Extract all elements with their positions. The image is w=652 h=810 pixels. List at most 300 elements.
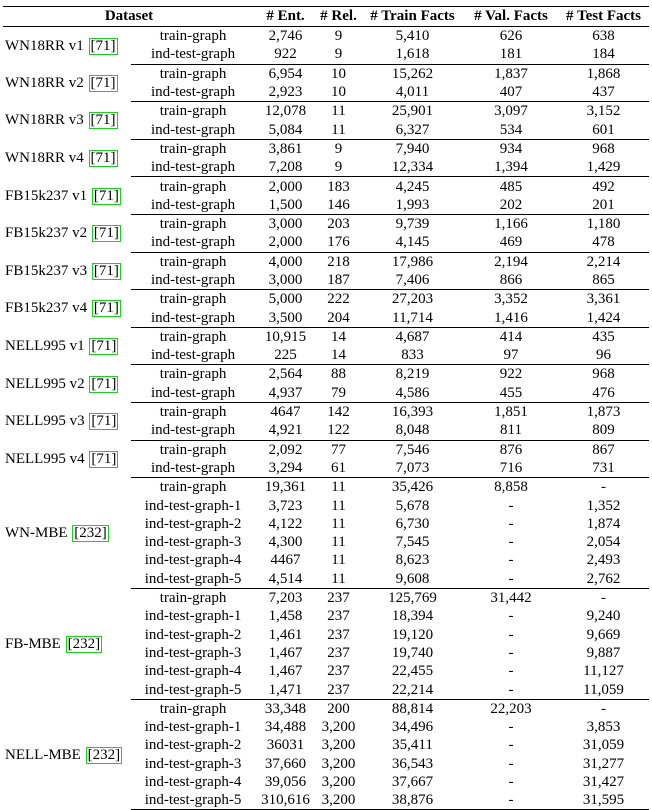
cell-entities: 3,294	[255, 459, 316, 478]
cell-test-facts: 201	[558, 196, 649, 215]
citation-link[interactable]	[89, 338, 118, 355]
citation-bracket-close: ]	[115, 746, 121, 763]
cell-val-facts: 31,442	[490, 590, 532, 607]
cell-val-facts: 407	[464, 83, 558, 102]
citation-number: 232	[79, 525, 102, 542]
cell-test-facts: 9,240	[586, 608, 621, 625]
cell-val-facts: 1,416	[464, 308, 558, 327]
cell-relations: 204	[316, 308, 361, 327]
citation-link[interactable]	[86, 747, 123, 764]
cell-val-facts: -	[508, 515, 514, 532]
cell-test-facts: -	[601, 590, 607, 607]
cell-entities: 7,203	[268, 590, 303, 607]
cell-val-facts: 1,837	[494, 65, 528, 82]
citation-number: 71	[95, 150, 111, 167]
cell-relations: 146	[316, 196, 361, 215]
cell-relations: 11	[331, 534, 346, 551]
cell-split: train-graph	[159, 65, 227, 82]
cell-val-facts: -	[508, 719, 514, 736]
cell-val-facts: 1,851	[494, 404, 528, 421]
cell-train-facts: 8,048	[361, 421, 464, 440]
cell-split: ind-test-graph-4	[144, 774, 242, 791]
cell-val-facts: -	[508, 644, 514, 661]
cell-relations: 237	[327, 644, 350, 661]
cell-entities: 1,471	[255, 680, 316, 699]
citation-bracket-open: [	[91, 338, 97, 355]
cell-entities: 225	[255, 346, 316, 365]
cell-val-facts: 866	[464, 271, 558, 290]
cell-split: ind-test-graph-2	[144, 737, 242, 754]
cell-entities: 1,458	[268, 608, 303, 625]
dataset-name: NELL995 v2	[5, 375, 85, 392]
cell-train-facts: 22,214	[361, 680, 464, 699]
citation-bracket-close: ]	[113, 300, 119, 317]
citation-bracket-open: [	[93, 300, 99, 317]
cell-train-facts: 9,608	[361, 570, 464, 589]
cell-train-facts: 17,986	[391, 253, 434, 270]
cell-train-facts: 8,219	[395, 366, 430, 383]
cell-train-facts: 4,245	[395, 178, 430, 195]
cell-entities: 3,000	[255, 271, 316, 290]
citation-number: 71	[96, 450, 112, 467]
citation-bracket-close: ]	[111, 338, 117, 355]
cell-train-facts: 833	[361, 346, 464, 365]
citation-bracket-close: ]	[101, 525, 107, 542]
cell-test-facts: 492	[592, 178, 615, 195]
table-row	[3, 440, 649, 459]
citation-bracket-open: [	[90, 37, 96, 54]
cell-entities: 33,348	[264, 700, 307, 717]
cell-train-facts: 8,623	[395, 552, 430, 569]
cell-train-facts: 18,394	[391, 608, 434, 625]
cell-entities: 4,514	[255, 570, 316, 589]
dataset-name: NELL-MBE	[5, 746, 81, 763]
dataset-name: FB15k237 v1	[5, 187, 88, 204]
cell-test-facts: 31,059	[582, 737, 625, 754]
cell-split: ind-test-graph	[131, 421, 255, 440]
cell-test-facts: 638	[592, 28, 615, 45]
cell-train-facts: 35,411	[392, 737, 433, 754]
header-val-facts: # Val. Facts	[464, 7, 558, 27]
cell-train-facts: 35,426	[391, 479, 434, 496]
cell-relations: 122	[316, 421, 361, 440]
cell-split: ind-test-graph-5	[131, 680, 255, 699]
cell-val-facts: -	[508, 755, 514, 772]
table-row	[3, 699, 649, 718]
cell-val-facts: 716	[464, 459, 558, 478]
cell-train-facts: 7,940	[395, 140, 430, 157]
cell-val-facts: 485	[499, 178, 523, 195]
cell-val-facts: 1,166	[494, 216, 528, 233]
table-row	[3, 214, 649, 233]
dataset-name: FB-MBE	[5, 635, 61, 652]
cell-val-facts: 414	[499, 328, 523, 345]
citation-bracket-open: [	[90, 150, 96, 167]
cell-split: ind-test-graph-4	[144, 663, 242, 680]
cell-relations: 200	[327, 700, 350, 717]
cell-entities: 2,000	[268, 178, 303, 195]
cell-entities: 12,078	[264, 103, 307, 120]
cell-split: train-graph	[159, 366, 227, 383]
cell-train-facts: 4,145	[361, 233, 464, 252]
cell-relations: 61	[316, 459, 361, 478]
cell-val-facts: -	[508, 534, 514, 551]
dataset-name: FB15k237 v2	[5, 225, 88, 242]
cell-entities: 1,467	[268, 663, 303, 680]
cell-relations: 218	[327, 253, 350, 270]
cell-split: ind-test-graph	[131, 459, 255, 478]
citation-number: 71	[95, 74, 111, 91]
dataset-name-cell	[3, 64, 131, 102]
cell-split: ind-test-graph	[131, 384, 255, 403]
cell-entities: 4,000	[268, 253, 303, 270]
cell-val-facts: 934	[499, 140, 523, 157]
cell-train-facts: 7,406	[361, 271, 464, 290]
cell-val-facts: 1,394	[464, 158, 558, 177]
cell-split: ind-test-graph-4	[144, 552, 242, 569]
cell-relations: 237	[327, 608, 350, 625]
table-row	[3, 252, 649, 271]
cell-val-facts: -	[508, 626, 514, 643]
header-train-facts: # Train Facts	[361, 7, 464, 27]
cell-entities: 6,954	[268, 65, 303, 82]
cell-train-facts: 25,901	[391, 103, 434, 120]
cell-val-facts: 22,203	[490, 700, 532, 717]
table-body	[3, 27, 649, 810]
dataset-name: WN-MBE	[5, 525, 68, 542]
cell-entities: 3,861	[268, 140, 303, 157]
cell-entities: 3,000	[268, 216, 303, 233]
cell-relations: 10	[331, 65, 347, 82]
cell-split: train-graph	[159, 291, 227, 308]
cell-test-facts: 3,152	[586, 103, 621, 120]
cell-entities: 4647	[270, 404, 301, 421]
cell-relations: 14	[316, 346, 361, 365]
cell-split: train-graph	[159, 103, 227, 120]
cell-test-facts: 11,127	[583, 663, 624, 680]
cell-train-facts: 4,687	[395, 328, 430, 345]
cell-split: ind-test-graph-2	[144, 515, 242, 532]
cell-test-facts: 1,429	[558, 158, 649, 177]
header-test-facts: # Test Facts	[558, 7, 649, 27]
citation-link[interactable]	[89, 75, 118, 92]
cell-test-facts: 1,352	[586, 497, 621, 514]
cell-val-facts: -	[508, 663, 514, 680]
cell-train-facts: 4,011	[361, 83, 464, 102]
dataset-name-cell	[3, 402, 131, 440]
citation-bracket-close: ]	[113, 187, 119, 204]
dataset-name: WN18RR v4	[5, 150, 84, 167]
dataset-statistics-table	[3, 6, 649, 810]
citation-bracket-open: [	[93, 225, 99, 242]
cell-val-facts: 455	[464, 384, 558, 403]
cell-entities: 5,084	[255, 120, 316, 139]
cell-relations: 10	[316, 83, 361, 102]
cell-split: train-graph	[159, 404, 227, 421]
citation-link[interactable]	[92, 188, 121, 205]
cell-entities: 5,000	[268, 291, 303, 308]
cell-test-facts: 11,059	[558, 680, 649, 699]
table-row	[3, 478, 649, 497]
citation-link[interactable]	[89, 112, 118, 129]
citation-bracket-open: [	[93, 262, 99, 279]
cell-relations: 3,200	[321, 719, 356, 736]
cell-split: ind-test-graph	[131, 308, 255, 327]
cell-test-facts: 1,424	[558, 308, 649, 327]
cell-test-facts: 96	[558, 346, 649, 365]
cell-train-facts: 88,814	[391, 700, 434, 717]
cell-test-facts: 9,669	[586, 626, 621, 643]
citation-bracket-open: [	[90, 112, 96, 129]
dataset-name: NELL995 v1	[5, 338, 85, 355]
citation-bracket-close: ]	[111, 450, 117, 467]
citation-bracket-close: ]	[110, 112, 116, 129]
cell-val-facts: 2,194	[494, 253, 528, 270]
cell-entities: 1,500	[255, 196, 316, 215]
cell-split: train-graph	[159, 590, 227, 607]
cell-entities: 2,564	[268, 366, 303, 383]
citation-number: 71	[96, 413, 112, 430]
dataset-name-cell	[3, 177, 131, 215]
cell-relations: 11	[316, 570, 361, 589]
cell-test-facts: 31,277	[582, 755, 625, 772]
cell-split: ind-test-graph-2	[144, 626, 242, 643]
cell-val-facts: 97	[464, 346, 558, 365]
citation-link[interactable]	[72, 525, 109, 542]
dataset-name-cell	[3, 699, 131, 810]
cell-entities: 4467	[270, 552, 301, 569]
cell-train-facts: 11,714	[361, 308, 464, 327]
citation-number: 71	[98, 300, 114, 317]
citation-link[interactable]	[92, 225, 121, 242]
cell-test-facts: -	[601, 479, 607, 496]
cell-train-facts: 6,327	[361, 120, 464, 139]
cell-relations: 9	[334, 28, 343, 45]
cell-train-facts: 1,993	[361, 196, 464, 215]
dataset-name-cell	[3, 365, 131, 403]
table-row	[3, 327, 649, 346]
cell-relations: 77	[331, 441, 347, 458]
dataset-name-cell	[3, 440, 131, 478]
cell-val-facts: 469	[464, 233, 558, 252]
cell-val-facts: -	[508, 497, 514, 514]
table-row	[3, 64, 649, 83]
cell-train-facts: 7,545	[395, 534, 430, 551]
table-row	[3, 365, 649, 384]
cell-train-facts: 27,203	[391, 291, 434, 308]
cell-val-facts: -	[508, 737, 514, 754]
cell-train-facts: 4,586	[361, 384, 464, 403]
cell-test-facts: 437	[558, 83, 649, 102]
cell-relations: 237	[327, 663, 350, 680]
cell-relations: 11	[331, 479, 346, 496]
citation-bracket-close: ]	[110, 74, 116, 91]
dataset-name-cell	[3, 588, 131, 699]
cell-entities: 4,937	[255, 384, 316, 403]
cell-test-facts: -	[601, 700, 607, 717]
cell-train-facts: 19,120	[391, 626, 434, 643]
cell-test-facts: 2,054	[586, 534, 621, 551]
cell-train-facts: 22,455	[391, 663, 434, 680]
cell-split: train-graph	[159, 479, 227, 496]
citation-link[interactable]	[89, 451, 118, 468]
table-row	[3, 177, 649, 196]
citation-number: 71	[96, 375, 112, 392]
table-row	[3, 139, 649, 158]
citation-bracket-open: [	[90, 74, 96, 91]
cell-test-facts: 2,493	[586, 552, 621, 569]
cell-train-facts: 6,730	[395, 515, 430, 532]
header-dataset: Dataset	[3, 7, 255, 27]
cell-split: ind-test-graph-5	[131, 791, 255, 810]
citation-link[interactable]	[92, 263, 121, 280]
cell-relations: 79	[316, 384, 361, 403]
dataset-name-cell	[3, 478, 131, 589]
citation-bracket-close: ]	[110, 37, 116, 54]
cell-val-facts: 3,352	[494, 291, 528, 308]
citation-number: 232	[92, 746, 116, 763]
cell-val-facts: -	[508, 552, 514, 569]
citation-bracket-close: ]	[111, 375, 117, 392]
cell-train-facts: 5,410	[395, 28, 430, 45]
cell-test-facts: 31,427	[582, 774, 625, 791]
dataset-name: WN18RR v2	[5, 74, 84, 91]
citation-number: 71	[98, 187, 114, 204]
dataset-name-cell	[3, 252, 131, 290]
cell-split: ind-test-graph	[131, 83, 255, 102]
citation-link[interactable]	[89, 38, 118, 55]
cell-split: ind-test-graph-1	[144, 719, 242, 736]
cell-test-facts: 601	[558, 120, 649, 139]
cell-val-facts: 922	[499, 366, 523, 383]
citation-link[interactable]	[89, 413, 118, 430]
cell-train-facts: 125,769	[388, 590, 437, 607]
cell-train-facts: 9,739	[395, 216, 430, 233]
cell-test-facts: 968	[592, 366, 615, 383]
table-row	[3, 27, 649, 46]
cell-relations: 9	[316, 45, 361, 64]
dataset-name: FB15k237 v4	[5, 300, 88, 317]
cell-relations: 203	[327, 216, 350, 233]
cell-test-facts: 968	[592, 140, 615, 157]
cell-test-facts: 2,762	[558, 570, 649, 589]
header-entities: # Ent.	[255, 7, 316, 27]
cell-val-facts: 876	[499, 441, 523, 458]
cell-test-facts: 2,214	[586, 253, 621, 270]
cell-split: train-graph	[159, 216, 227, 233]
citation-number: 71	[98, 225, 114, 242]
cell-relations: 3,200	[321, 774, 356, 791]
citation-bracket-close: ]	[110, 150, 116, 167]
cell-relations: 9	[334, 140, 343, 157]
cell-entities: 4,300	[268, 534, 303, 551]
cell-split: train-graph	[159, 441, 227, 458]
cell-split: ind-test-graph	[131, 45, 255, 64]
cell-relations: 176	[316, 233, 361, 252]
citation-link[interactable]	[89, 376, 118, 393]
cell-relations: 9	[316, 158, 361, 177]
citation-link[interactable]	[92, 300, 121, 317]
cell-test-facts: 1,873	[586, 404, 621, 421]
cell-relations: 88	[331, 366, 347, 383]
cell-train-facts: 7,073	[361, 459, 464, 478]
dataset-name-cell	[3, 290, 131, 328]
citation-number: 71	[96, 338, 112, 355]
citation-number: 71	[98, 262, 114, 279]
citation-bracket-open: [	[93, 187, 99, 204]
cell-val-facts: 626	[499, 28, 523, 45]
cell-test-facts: 478	[558, 233, 649, 252]
cell-train-facts: 15,262	[391, 65, 434, 82]
cell-test-facts: 3,853	[586, 719, 621, 736]
citation-number: 71	[95, 112, 111, 129]
dataset-name-cell	[3, 214, 131, 252]
cell-entities: 310,616	[255, 791, 316, 810]
header-row	[3, 7, 649, 27]
cell-relations: 3,200	[321, 755, 356, 772]
cell-val-facts: 8,858	[494, 479, 528, 496]
cell-split: ind-test-graph	[131, 196, 255, 215]
cell-train-facts: 19,740	[391, 644, 434, 661]
cell-train-facts: 1,618	[361, 45, 464, 64]
cell-entities: 2,000	[255, 233, 316, 252]
table-row	[3, 402, 649, 421]
citation-bracket-open: [	[91, 450, 97, 467]
dataset-name-cell	[3, 27, 131, 65]
cell-entities: 922	[255, 45, 316, 64]
cell-split: ind-test-graph	[131, 271, 255, 290]
citation-number: 71	[95, 37, 111, 54]
cell-relations: 11	[331, 515, 346, 532]
cell-val-facts: -	[508, 608, 514, 625]
cell-split: ind-test-graph	[131, 120, 255, 139]
cell-val-facts: 534	[464, 120, 558, 139]
cell-test-facts: 31,595	[558, 791, 649, 810]
cell-test-facts: 435	[592, 328, 615, 345]
cell-relations: 14	[331, 328, 347, 345]
cell-test-facts: 1,180	[586, 216, 621, 233]
cell-test-facts: 867	[592, 441, 615, 458]
cell-split: ind-test-graph	[131, 346, 255, 365]
dataset-name: WN18RR v1	[5, 37, 84, 54]
citation-bracket-open: [	[91, 413, 97, 430]
citation-bracket-close: ]	[111, 413, 117, 430]
table-row	[3, 102, 649, 121]
cell-test-facts: 865	[558, 271, 649, 290]
cell-split: ind-test-graph-3	[144, 644, 242, 661]
dataset-name-cell	[3, 139, 131, 177]
cell-relations: 11	[331, 497, 346, 514]
table-row	[3, 588, 649, 607]
citation-bracket-close: ]	[113, 262, 119, 279]
cell-entities: 2,746	[268, 28, 303, 45]
citation-bracket-open: [	[74, 525, 80, 542]
cell-split: train-graph	[159, 253, 227, 270]
cell-train-facts: 38,876	[361, 791, 464, 810]
dataset-name-cell	[3, 102, 131, 140]
citation-link[interactable]	[89, 150, 118, 167]
cell-val-facts: 811	[464, 421, 558, 440]
cell-entities: 4,122	[268, 515, 303, 532]
dataset-name: NELL995 v4	[5, 450, 85, 467]
cell-split: ind-test-graph-1	[144, 497, 242, 514]
cell-train-facts: 5,678	[395, 497, 430, 514]
dataset-name: NELL995 v3	[5, 413, 85, 430]
cell-test-facts: 1,868	[586, 65, 621, 82]
cell-split: ind-test-graph-3	[144, 755, 242, 772]
cell-entities: 34,488	[264, 719, 307, 736]
citation-link[interactable]	[66, 636, 103, 653]
